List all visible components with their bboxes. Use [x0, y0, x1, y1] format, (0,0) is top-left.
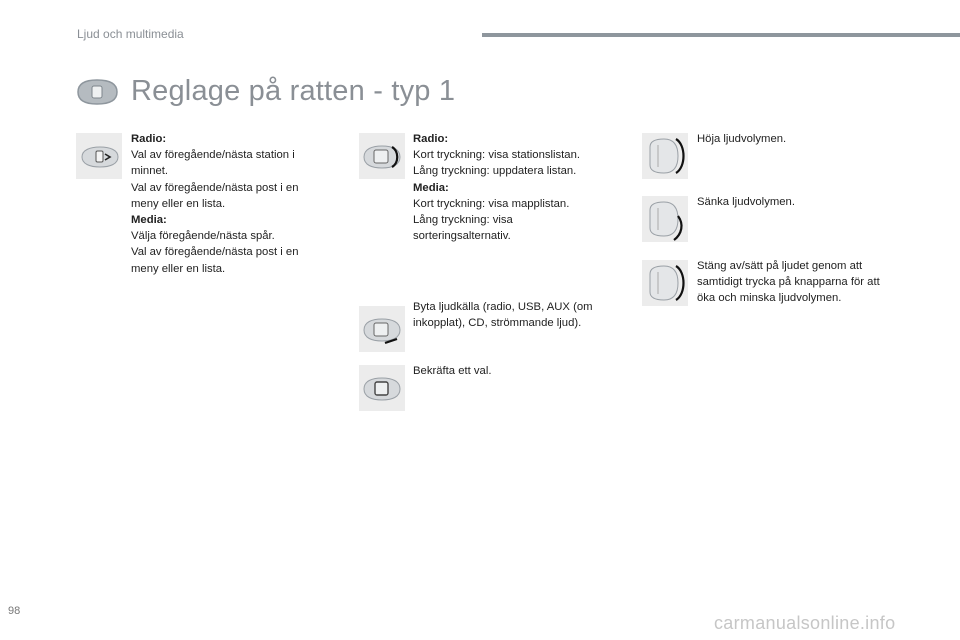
text-line: Byta ljudkälla (radio, USB, AUX (om	[413, 301, 593, 313]
source-wheel-thumbnail	[359, 306, 405, 352]
text-line: Höja ljudvolymen.	[697, 133, 787, 145]
confirm-wheel-thumbnail	[359, 365, 405, 411]
text-line: sorteringsalternativ.	[413, 230, 511, 243]
text-line: meny eller en lista.	[131, 197, 226, 210]
watermark: carmanualsonline.info	[714, 613, 896, 633]
confirm-description	[413, 363, 613, 379]
section-label: Ljud och multimedia	[77, 27, 184, 41]
text-line: Välja föregående/nästa spår.	[131, 230, 275, 243]
radio-heading: Radio:	[413, 133, 449, 145]
text-line: Stäng av/sätt på ljudet genom att	[697, 260, 863, 272]
text-line: Bekräfta ett val.	[413, 365, 492, 377]
seek-wheel-thumbnail	[76, 133, 122, 179]
text-line: Kort tryckning: visa stationslistan.	[413, 149, 581, 162]
radio-heading: Radio:	[131, 133, 167, 145]
header-divider-bar	[482, 33, 960, 37]
mute-thumbnail	[642, 260, 688, 306]
volume-down-thumbnail	[642, 196, 688, 242]
mute-description	[697, 258, 927, 307]
text-line: Val av föregående/nästa station i	[131, 149, 295, 162]
page-title: Reglage på ratten - typ 1	[131, 75, 456, 107]
source-description	[413, 299, 623, 331]
text-line: Kort tryckning: visa mapplistan.	[413, 197, 570, 210]
volume-down-description	[697, 194, 927, 210]
text-line: minnet.	[131, 165, 169, 178]
steering-control-icon	[74, 78, 120, 106]
text-line: Lång tryckning: uppdatera listan.	[413, 165, 577, 178]
text-line: öka och minska ljudvolymen.	[697, 292, 842, 305]
media-heading: Media:	[413, 181, 449, 194]
volume-up-description	[697, 131, 927, 147]
text-line: Val av föregående/nästa post i en	[131, 181, 299, 194]
text-line: Lång tryckning: visa	[413, 214, 513, 227]
seek-description	[131, 131, 331, 277]
text-line: inkopplat), CD, strömmande ljud).	[413, 317, 582, 330]
text-line: Val av föregående/nästa post i en	[131, 246, 299, 259]
volume-up-thumbnail	[642, 133, 688, 179]
text-line: samtidigt trycka på knapparna för att	[697, 276, 880, 289]
list-wheel-thumbnail	[359, 133, 405, 179]
list-description	[413, 131, 618, 244]
page-number: 98	[8, 605, 21, 617]
media-heading: Media:	[131, 214, 167, 227]
text-line: meny eller en lista.	[131, 262, 226, 275]
text-line: Sänka ljudvolymen.	[697, 196, 795, 208]
